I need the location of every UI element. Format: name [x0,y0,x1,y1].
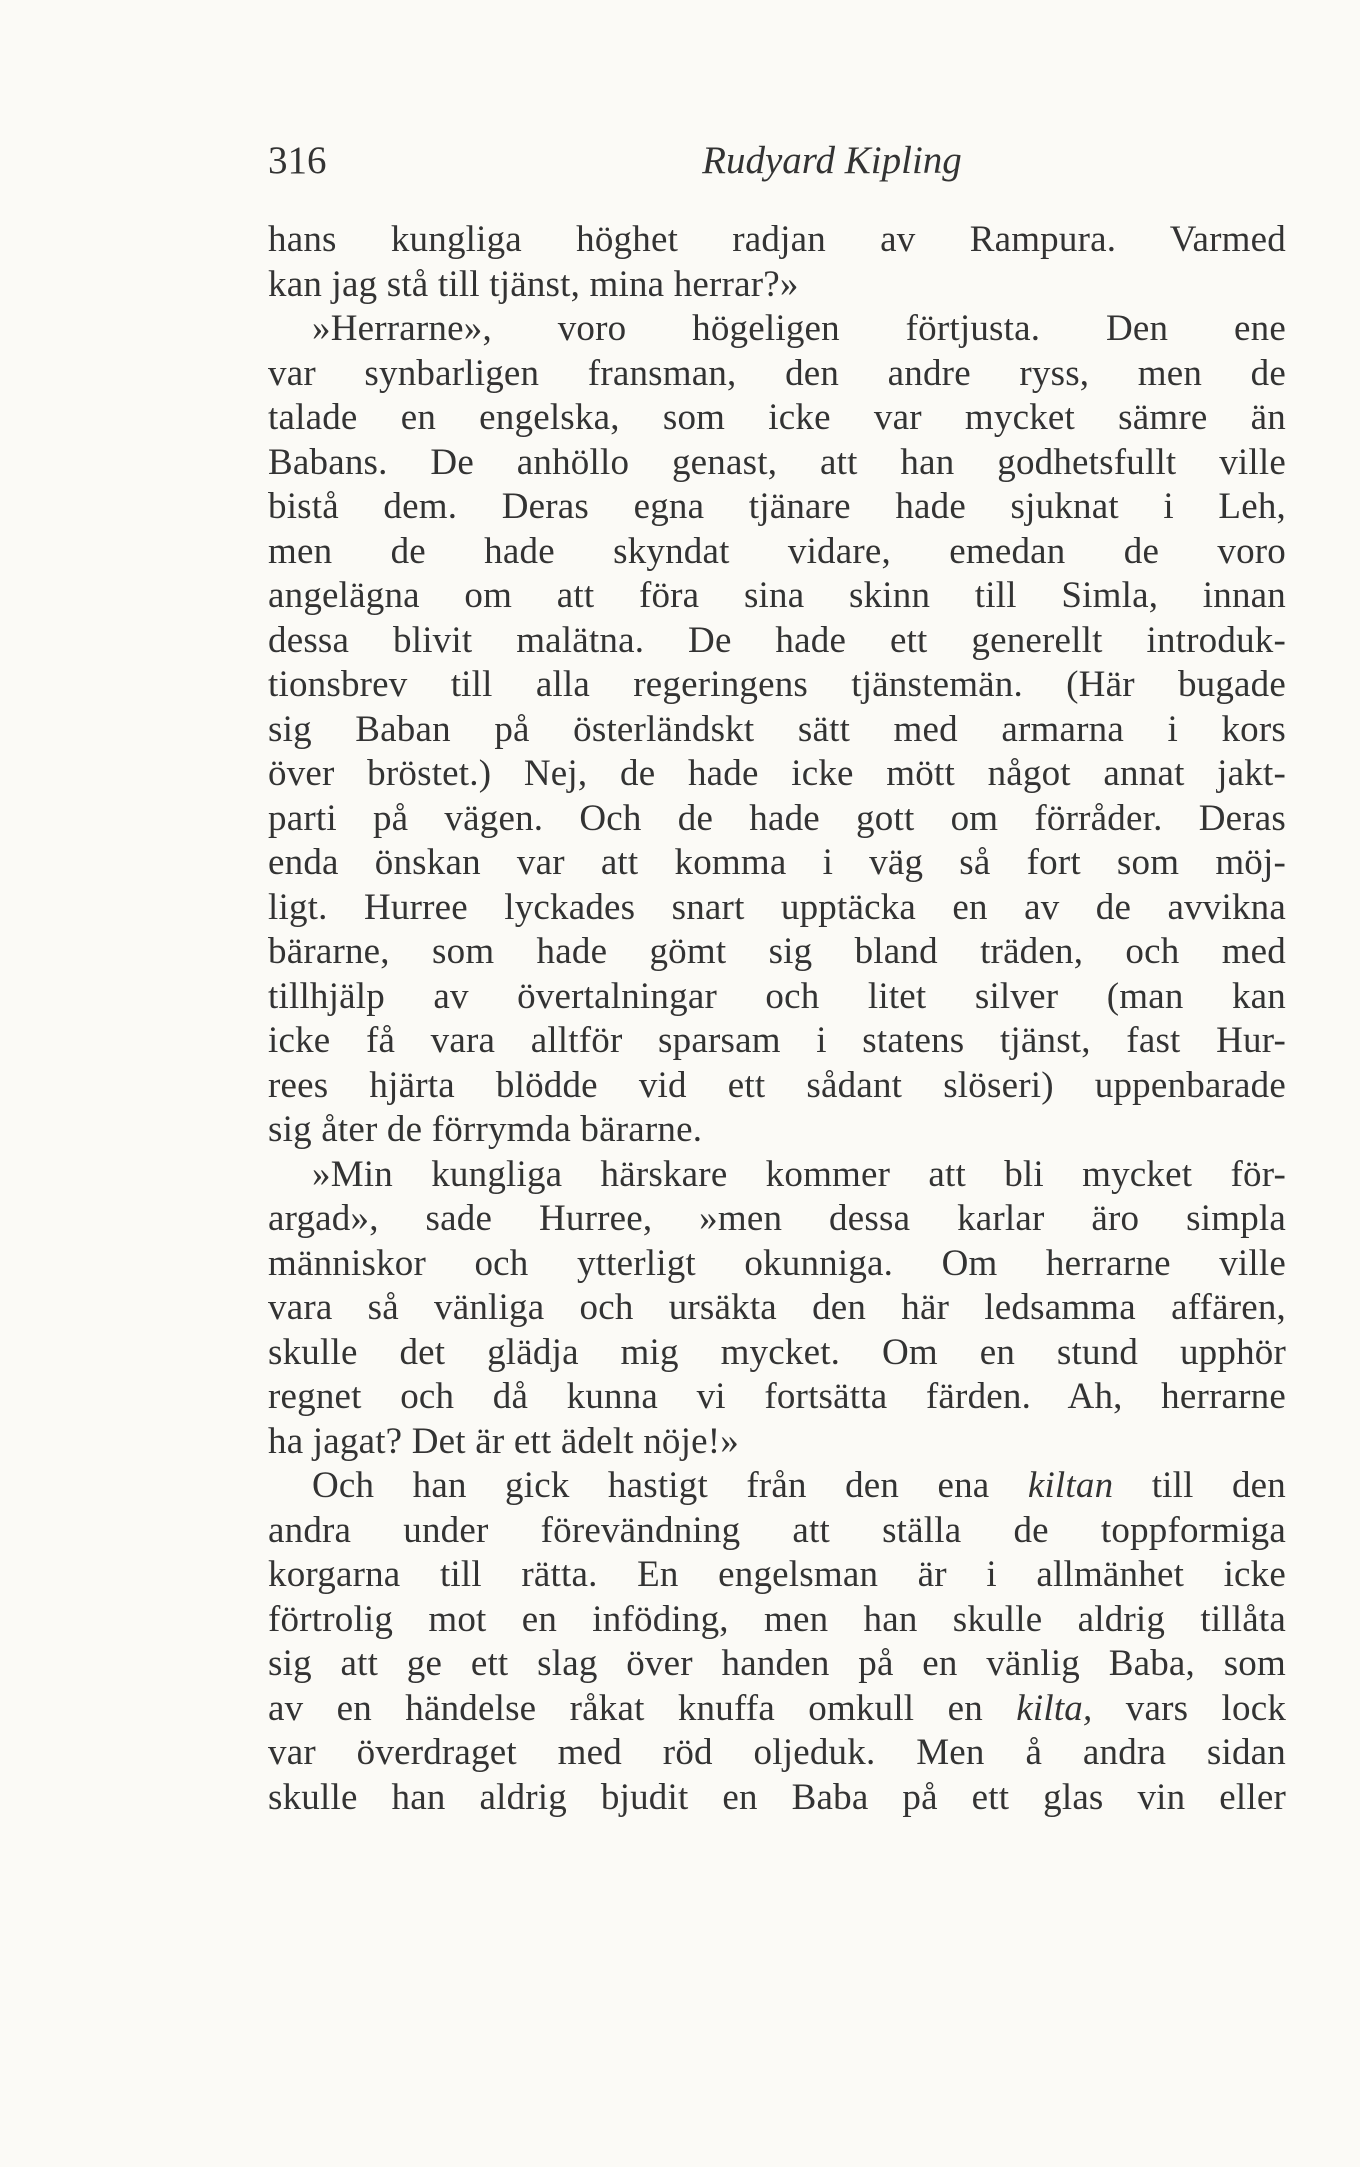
text-line: bistå dem. Deras egna tjänare hade sjuknat i Leh, [268,486,1286,527]
text-line: över bröstet.) Nej, de hade icke mött något annat jakt- [268,753,1286,794]
text-line: kan jag stå till tjänst, mina herrar?» [268,263,799,305]
text-line: korgarna till rätta. En engelsman är i allmänhet icke [268,1554,1286,1595]
text-line: sig att ge ett slag över handen på en vänlig Baba, som [268,1643,1286,1684]
text-line: tillhjälp av övertalningar och litet silver (man kan [268,975,1286,1017]
page-number: 316 [268,139,327,182]
text-line: »Herrarne», voro högeligen förtjusta. Den ene [312,308,1286,349]
page-header [268,138,1286,198]
text-segment: till den [1151,1465,1287,1506]
text-line: argad», sade Hurree, »men dessa karlar äro simpla [268,1198,1286,1239]
italic-word-kilta: kilta, [1016,1687,1093,1729]
running-head: Rudyard Kipling [702,139,962,182]
text-line: men de hade skyndat vidare, emedan de voro [268,530,1286,572]
text-line: var överdraget med röd oljeduk. Men å andra sidan [268,1732,1286,1773]
text-line: rees hjärta blödde vid ett sådant slöseri) uppenbarade [268,1064,1286,1106]
text-line: icke få vara alltför sparsam i statens tjänst, fast Hur- [268,1020,1286,1061]
text-line: bärarne, som hade gömt sig bland träden, och med [268,931,1286,972]
text-line: skulle det glädja mig mycket. Om en stund upphör [268,1331,1286,1373]
text-line: parti på vägen. Och de hade gott om förråder. Deras [268,797,1286,839]
text-line: hans kungliga höghet radjan av Rampura. Varmed [268,219,1286,260]
text-line: sig Baban på österländskt sätt med armarna i kors [268,708,1286,750]
text-line: ligt. Hurree lyckades snart upptäcka en av de avvikna [268,886,1286,928]
text-line: tionsbrev till alla regeringens tjänstemän. (Här bugade [268,664,1286,705]
text-line: sig åter de förrymda bärarne. [268,1109,703,1150]
text-line: enda önskan var att komma i väg så fort som möj- [268,842,1286,883]
body-text [268,218,1286,1820]
text-line: angelägna om att föra sina skinn till Simla, innan [268,575,1286,616]
text-line: regnet och då kunna vi fortsätta färden. Ah, herrarne [268,1376,1286,1417]
text-line: Babans. De anhöllo genast, att han godhetsfullt ville [268,441,1286,483]
text-segment: Och han gick hastigt från den ena [312,1465,990,1506]
text-line: talade en engelska, som icke var mycket sämre än [268,397,1286,438]
text-segment: vars lock [1125,1687,1287,1729]
text-line: var synbarligen fransman, den andre ryss, men de [268,352,1286,394]
text-line: andra under förevändning att ställa de toppformiga [268,1509,1286,1551]
text-line: »Min kungliga härskare kommer att bli mycket för- [312,1153,1286,1195]
text-line-with-italic [268,1464,1286,1509]
text-line: ha jagat? Det är ett ädelt nöje!» [268,1420,739,1462]
text-line-with-italic [268,1687,1286,1732]
text-line: vara så vänliga och ursäkta den här ledsamma affären, [268,1287,1286,1328]
italic-word-kiltan: kiltan [1027,1465,1114,1506]
text-line: skulle han aldrig bjudit en Baba på ett glas vin eller [268,1776,1286,1818]
text-line: förtrolig mot en inföding, men han skulle aldrig tillåta [268,1598,1286,1640]
text-line: dessa blivit malätna. De hade ett generellt introduk- [268,619,1286,661]
text-segment: av en händelse råkat knuffa omkull en [268,1687,983,1729]
text-line: människor och ytterligt okunniga. Om herrarne ville [268,1242,1286,1284]
